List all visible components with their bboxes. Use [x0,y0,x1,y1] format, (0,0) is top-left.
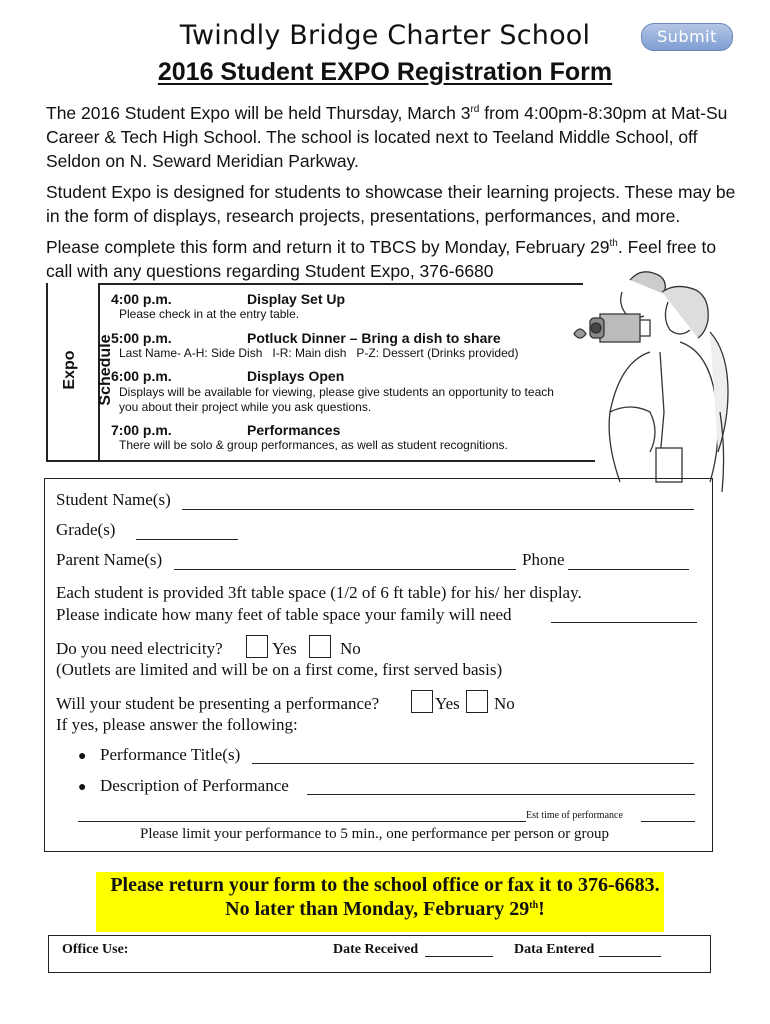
schedule-border-top [98,283,583,285]
date-received-field[interactable] [425,956,493,957]
outlets-note: (Outlets are limited and will be on a first come, first served basis) [56,660,503,679]
event-time: 7:00 p.m. [111,422,172,438]
performance-description-field-2[interactable] [78,821,526,822]
school-name: Twindly Bridge Charter School [179,20,591,51]
performance-title-label: Performance Title(s) [100,745,241,764]
est-time-field[interactable] [641,821,695,822]
performance-title-field[interactable] [252,763,694,764]
performance-question: Will your student be presenting a performance? [56,694,380,713]
phone-label: Phone [522,550,565,569]
intro-paragraph-2: Student Expo is designed for students to showcase their learning projects. These may be in the form of displays, research projects, presentations, performances, and more. [46,182,736,226]
return-notice-line-1: Please return your form to the school office or fax it to 376-6683. [110,874,660,896]
student-names-label: Student Name(s) [56,490,171,509]
table-space-question: Please indicate how many feet of table space your family will need [56,605,512,624]
return-notice-line-2: No later than Monday, February 29th! [225,898,545,920]
grades-label: Grade(s) [56,520,116,539]
event-desc: Please check in at the entry table. [119,307,300,321]
electricity-no-checkbox[interactable] [309,635,331,658]
electricity-no-label: No [340,639,361,658]
performance-limit-note: Please limit your performance to 5 min., one performance per person or group [140,826,610,842]
event-time: 5:00 p.m. [111,330,172,346]
parent-names-field[interactable] [174,569,516,570]
data-entered-label: Data Entered [514,942,595,957]
phone-field[interactable] [568,569,689,570]
est-time-label: Est time of performance [526,810,623,821]
schedule-border-bottom [46,460,595,462]
grades-field[interactable] [136,539,238,540]
schedule-border-left [46,283,48,461]
event-name: Display Set Up [247,291,346,307]
event-desc: There will be solo & group performances, as well as student recognitions. [119,438,508,452]
performance-description-field[interactable] [307,794,695,795]
event-time: 6:00 p.m. [111,368,172,384]
table-space-field[interactable] [551,622,697,623]
electricity-yes-checkbox[interactable] [246,635,268,658]
form-title: 2016 Student EXPO Registration Form [157,58,613,86]
submit-button[interactable]: Submit [641,23,733,51]
table-space-text: Each student is provided 3ft table space (1/2 of 6 ft table) for his/ her display. [56,583,582,602]
student-names-field[interactable] [182,509,694,510]
performance-description-label: Description of Performance [100,776,289,795]
electricity-question: Do you need electricity? [56,639,223,658]
bullet-icon: ● [78,747,87,763]
if-yes-instruction: If yes, please answer the following: [56,715,298,734]
event-desc: Displays will be available for viewing, please give students an opportunity to teach you about their project while you ask questions. [119,385,554,414]
date-received-label: Date Received [333,942,419,957]
students-camera-illustration [560,262,760,492]
office-use-label: Office Use: [62,942,129,957]
parent-names-label: Parent Name(s) [56,550,163,569]
performance-yes-checkbox[interactable] [411,690,433,713]
performance-no-checkbox[interactable] [466,690,488,713]
schedule-label: Expo Schedule [61,334,114,406]
bullet-icon: ● [78,778,87,794]
data-entered-field[interactable] [599,956,661,957]
event-name: Displays Open [247,368,345,384]
event-name: Potluck Dinner – Bring a dish to share [247,330,501,346]
event-name: Performances [247,422,341,438]
intro-paragraph-1: The 2016 Student Expo will be held Thursday, March 3rd from 4:00pm-8:30pm at Mat-Su Career & Tech High School. The school is located next to Teeland Middle School, off Seldon on N. Seward Meridian Parkway. [46,103,728,171]
electricity-yes-label: Yes [272,639,297,658]
performance-yes-label: Yes [435,694,460,713]
intro-paragraph-3: Please complete this form and return it to TBCS by Monday, February 29th. Feel free to call with any questions regarding Student Expo, 376-6680 [46,237,717,281]
event-desc: Last Name- A-H: Side Dish I-R: Main dish P-Z: Dessert (Drinks provided) [119,346,519,360]
event-time: 4:00 p.m. [111,291,172,307]
performance-no-label: No [494,694,515,713]
